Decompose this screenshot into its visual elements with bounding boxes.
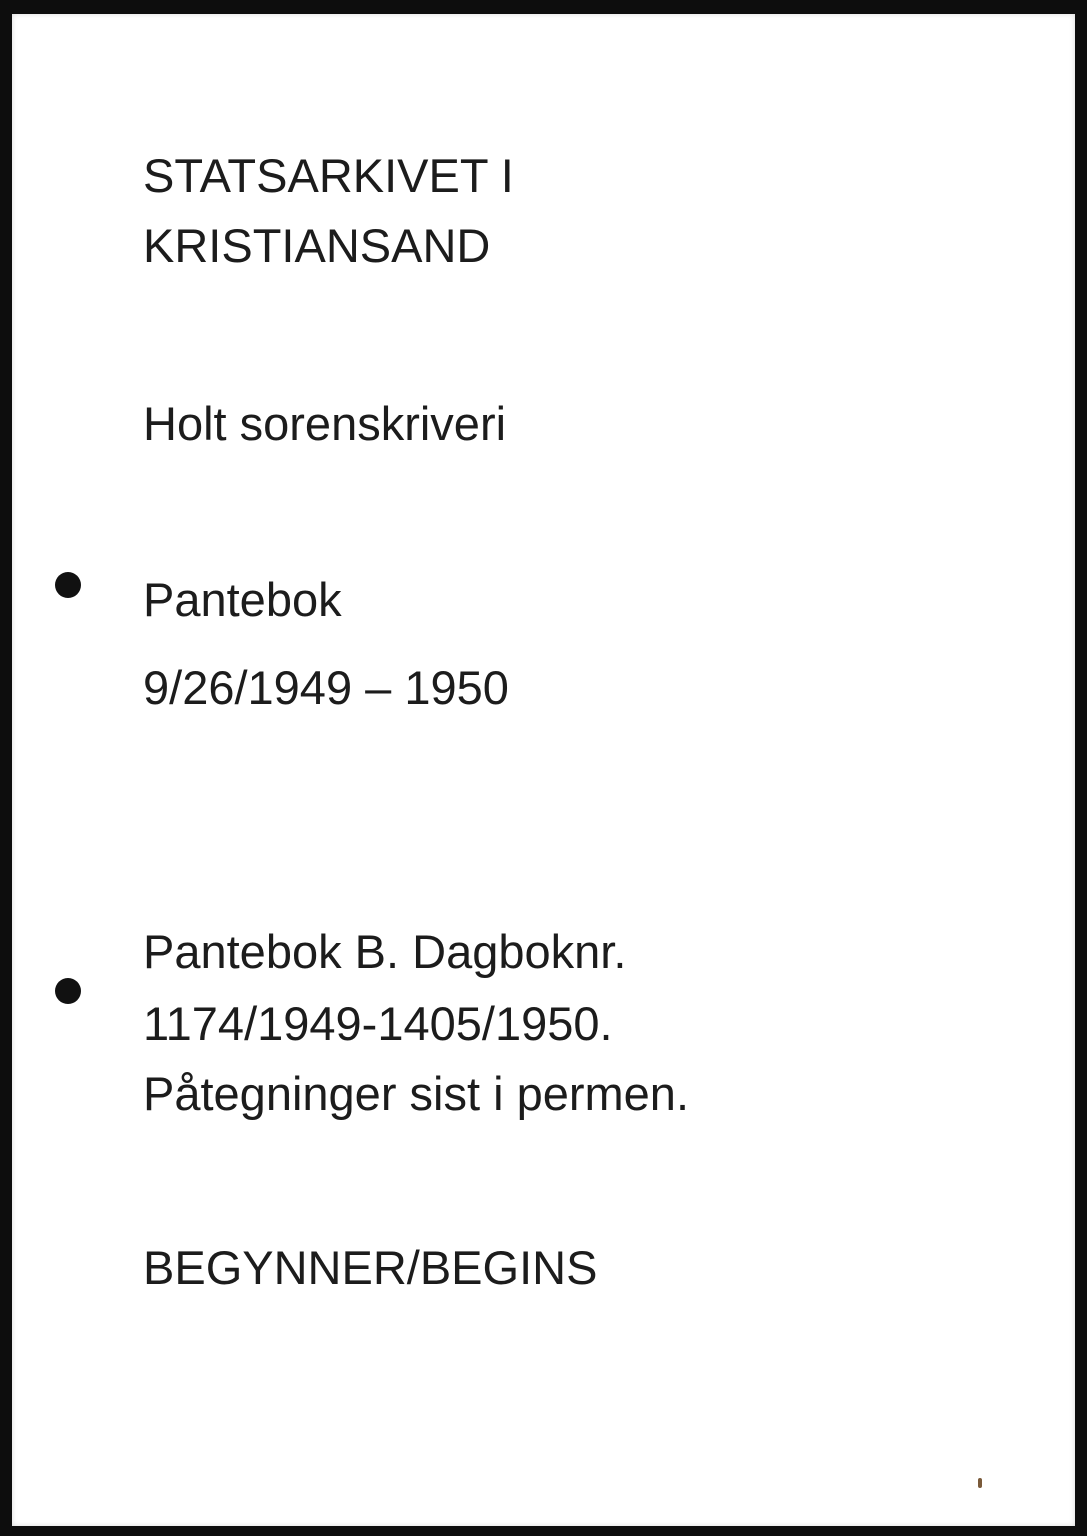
- record-1-dates: 9/26/1949 – 1950: [143, 661, 509, 714]
- begins-marker: BEGYNNER/BEGINS: [143, 1241, 598, 1294]
- record-2-line-2: 1174/1949-1405/1950.: [143, 997, 613, 1050]
- archive-name-line-1: STATSARKIVET I: [143, 149, 514, 202]
- office-name: Holt sorenskriveri: [143, 397, 507, 450]
- record-2-line-3: Påtegninger sist i permen.: [143, 1067, 690, 1120]
- record-2-line-1: Pantebok B. Dagboknr.: [143, 925, 627, 978]
- bullet-icon: [55, 978, 81, 1004]
- document-page: [12, 14, 1075, 1526]
- archive-name-line-2: KRISTIANSAND: [143, 219, 491, 272]
- bullet-icon: [55, 572, 81, 598]
- paper-speck: [978, 1478, 982, 1488]
- record-1-title: Pantebok: [143, 573, 342, 626]
